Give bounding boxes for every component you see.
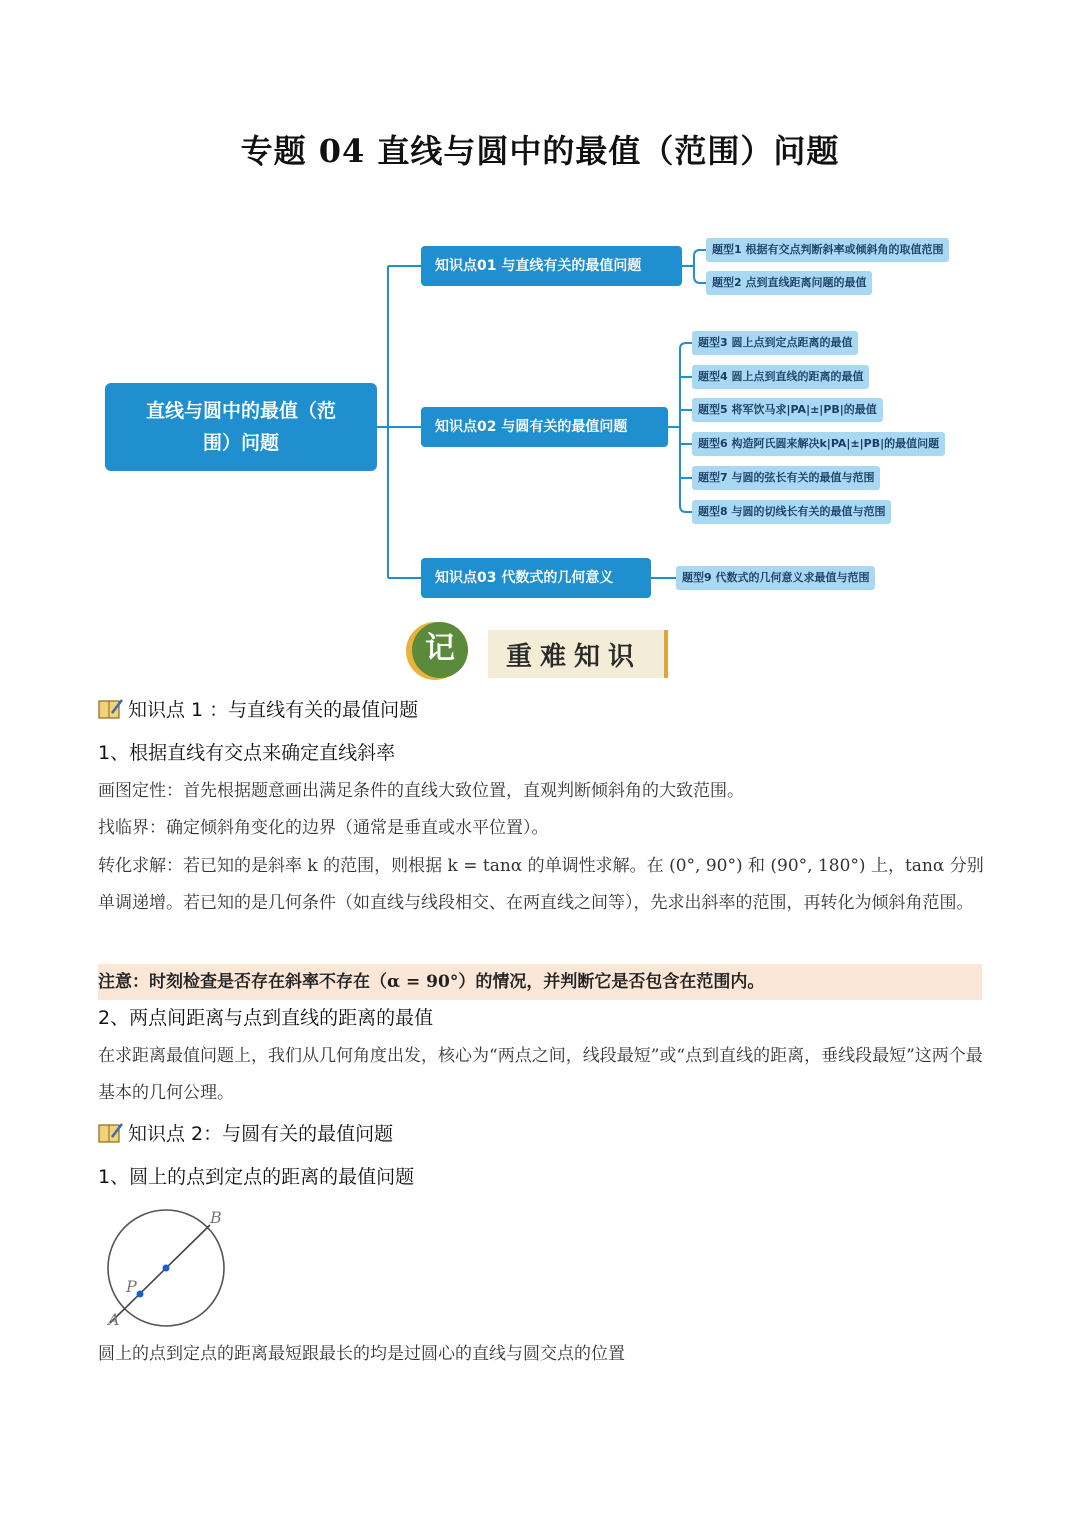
- label-p: P: [126, 1277, 137, 1296]
- mindmap-leaf: 题型6 构造阿氏圆来解决k|PA|±|PB|的最值问题: [692, 432, 945, 456]
- paragraph: 转化求解：若已知的是斜率 k 的范围，则根据 k = tanα 的单调性求解。在 (0°, 90°) 和 (90°, 180°) 上，tanα 分别单调递增。若已知的是几何条件（如直线与线段相交、在两直线之间等），先求出斜率的范围，再转化为倾斜角范围。: [98, 856, 984, 913]
- mindmap-leaf: 题型4 圆上点到直线的距离的最值: [692, 365, 869, 389]
- mindmap-root: 直线与圆中的最值（范围）问题: [105, 383, 377, 471]
- notebook-icon: [98, 698, 124, 720]
- section-heading-1: [98, 695, 418, 722]
- subheading: 1、根据直线有交点来确定直线斜率: [98, 742, 396, 764]
- mindmap-branch-2: 知识点02 与圆有关的最值问题: [421, 407, 668, 447]
- center-point: [163, 1265, 170, 1272]
- circle-figure: [100, 1200, 240, 1330]
- subheading: 2、两点间距离与点到直线的距离的最值: [98, 1007, 434, 1029]
- mindmap-leaf: 题型5 将军饮马求|PA|±|PB|的最值: [692, 398, 883, 422]
- mindmap-leaf: 题型2 点到直线距离问题的最值: [706, 271, 872, 295]
- section-heading-text: 知识点 2：与圆有关的最值问题: [128, 1123, 394, 1145]
- mindmap-leaf: 题型9 代数式的几何意义求最值与范围: [676, 566, 875, 590]
- subheading: 1、圆上的点到定点的距离的最值问题: [98, 1166, 415, 1188]
- figure-caption: 圆上的点到定点的距离最短跟最长的均是过圆心的直线与圆交点的位置: [98, 1344, 625, 1364]
- notebook-icon: [98, 1122, 124, 1144]
- label-a: A: [108, 1310, 120, 1329]
- paragraph: 找临界：确定倾斜角变化的边界（通常是垂直或水平位置）。: [98, 818, 549, 838]
- mindmap-branch-1: 知识点01 与直线有关的最值问题: [421, 246, 682, 286]
- note-highlight: 注意：时刻检查是否存在斜率不存在（α = 90°）的情况，并判断它是否包含在范围内。: [98, 964, 982, 1000]
- figure-line: [110, 1225, 210, 1323]
- point-p: [137, 1291, 144, 1298]
- paragraph: 画图定性：首先根据题意画出满足条件的直线大致位置，直观判断倾斜角的大致范围。: [98, 781, 744, 801]
- note-icon: 记: [412, 622, 468, 678]
- mindmap-leaf: 题型1 根据有交点判断斜率或倾斜角的取值范围: [706, 238, 949, 262]
- mindmap-leaf: 题型8 与圆的切线长有关的最值与范围: [692, 500, 891, 524]
- banner-text: 重难知识: [506, 642, 643, 672]
- page-title: 专题 04 直线与圆中的最值（范围）问题: [240, 132, 840, 170]
- label-b: B: [210, 1208, 222, 1227]
- mindmap-branch-3: 知识点03 代数式的几何意义: [421, 558, 651, 598]
- paragraph: 在求距离最值问题上，我们从几何角度出发，核心为“两点之间，线段最短”或“点到直线的距离，垂线段最短”这两个最基本的几何公理。: [98, 1046, 983, 1103]
- mindmap-connectors: [0, 0, 1080, 620]
- mindmap-leaf: 题型7 与圆的弦长有关的最值与范围: [692, 466, 880, 490]
- section-heading-text: 知识点 1 ：与直线有关的最值问题: [128, 699, 419, 721]
- section-heading-2: [98, 1119, 393, 1146]
- key-knowledge-banner: [406, 622, 672, 680]
- mindmap-leaf: 题型3 圆上点到定点距离的最值: [692, 331, 858, 355]
